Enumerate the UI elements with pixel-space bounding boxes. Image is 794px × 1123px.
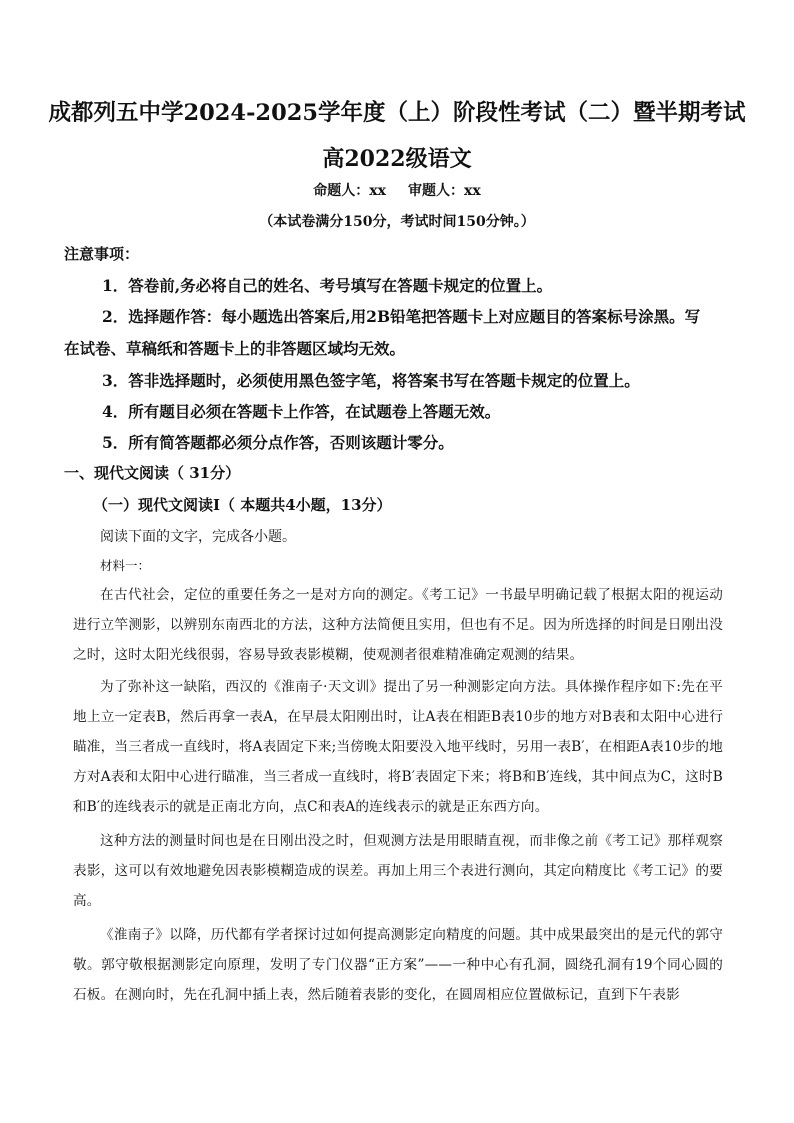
notice-item-4: 4．所有题目必须在答题卡上作答，在试题卷上答题无效。 (102, 402, 501, 421)
passage-paragraph-4: 《淮南子》以降，历代都有学者探讨过如何提高测影定向精度的问题。其中成果最突出的是元代的郭守敬。郭守敬根据测影定向原理，发明了专门仪器“正方案”——一种中心有孔洞，圆绕孔洞有19个同心圆的石板。在测向时，先在孔洞中插上表，然后随着表影的变化，在圆周相应位置做标记，直到下午表影 (73, 927, 723, 1003)
passage-paragraph-1: 在古代社会，定位的重要任务之一是对方向的测定。《考工记》一书最早明确记载了根据太阳的视运动进行立竿测影，以辨别东南西北的方法，这种方法简便且实用，但也有不足。因为所选择的时间是日刚出没之时，这时太阳光线很弱，容易导致表影模糊，使观测者很难精准确定观测的结果。 (73, 587, 723, 663)
notice-heading: 注意事项： (64, 245, 140, 263)
author-label: 命题人：xx (313, 183, 386, 199)
material-label: 材料一： (100, 558, 151, 573)
section-subheading: （一）现代文阅读Ⅰ（ 本题共4小题，13分） (93, 496, 392, 514)
reviewer-label: 审题人：xx (408, 183, 481, 199)
passage-paragraph-2: 为了弥补这一缺陷，西汉的《淮南子·天文训》提出了另一种测影定向方法。具体操作程序如下:先在平地上立一定表B，然后再拿一表A，在早晨太阳刚出时，让A表在相距B表10步的地方对B表和太阳中心进行瞄准，当三者成一直线时，将A表固定下来;当傍晚太阳要没入地平线时，另用一表B′，在相距A表10步的地方对A表和太阳中心进行瞄准，当三者成一直线时，将B′表固定下来；将B和B′连线，其中间点为C，这时B和B′的连线表示的就是正南北方向，点C和表A的连线表示的就是正东西方向。 (73, 679, 723, 815)
instruction-text: 阅读下面的文字，完成各小题。 (100, 529, 296, 545)
exam-info: （本试卷满分150分，考试时间150分钟。） (259, 214, 535, 230)
reading-passage (73, 580, 723, 1010)
passage-paragraph-3: 这种方法的测量时间也是在日刚出没之时，但观测方法是用眼睛直视，而非像之前《考工记》那样观察表影，这可以有效地避免因表影模糊造成的误差。再加上用三个表进行测向，其定向精度比《考工记》的要高。 (73, 833, 723, 909)
notice-item-2: 2．选择题作答：每小题选出答案后,用2B铅笔把答题卡上对应题目的答案标号涂黑。写 (102, 307, 701, 326)
exam-title: 成都列五中学2024-2025学年度（上）阶段性考试（二）暨半期考试 (48, 100, 746, 126)
notice-item-1: 1．答卷前,务必将自己的姓名、考号填写在答题卡规定的位置上。 (102, 276, 553, 295)
section-heading: 一、现代文阅读（ 31分） (64, 464, 241, 482)
author-line (0, 180, 794, 200)
notice-item-3: 3．答非选择题时，必须使用黑色签字笔，将答案书写在答题卡规定的位置上。 (102, 371, 640, 390)
notice-item-5: 5．所有简答题都必须分点作答，否则该题计零分。 (102, 433, 454, 452)
notice-item-2-cont: 在试卷、草稿纸和答题卡上的非答题区域均无效。 (64, 339, 406, 358)
exam-subtitle: 高2022级语文 (322, 146, 472, 172)
